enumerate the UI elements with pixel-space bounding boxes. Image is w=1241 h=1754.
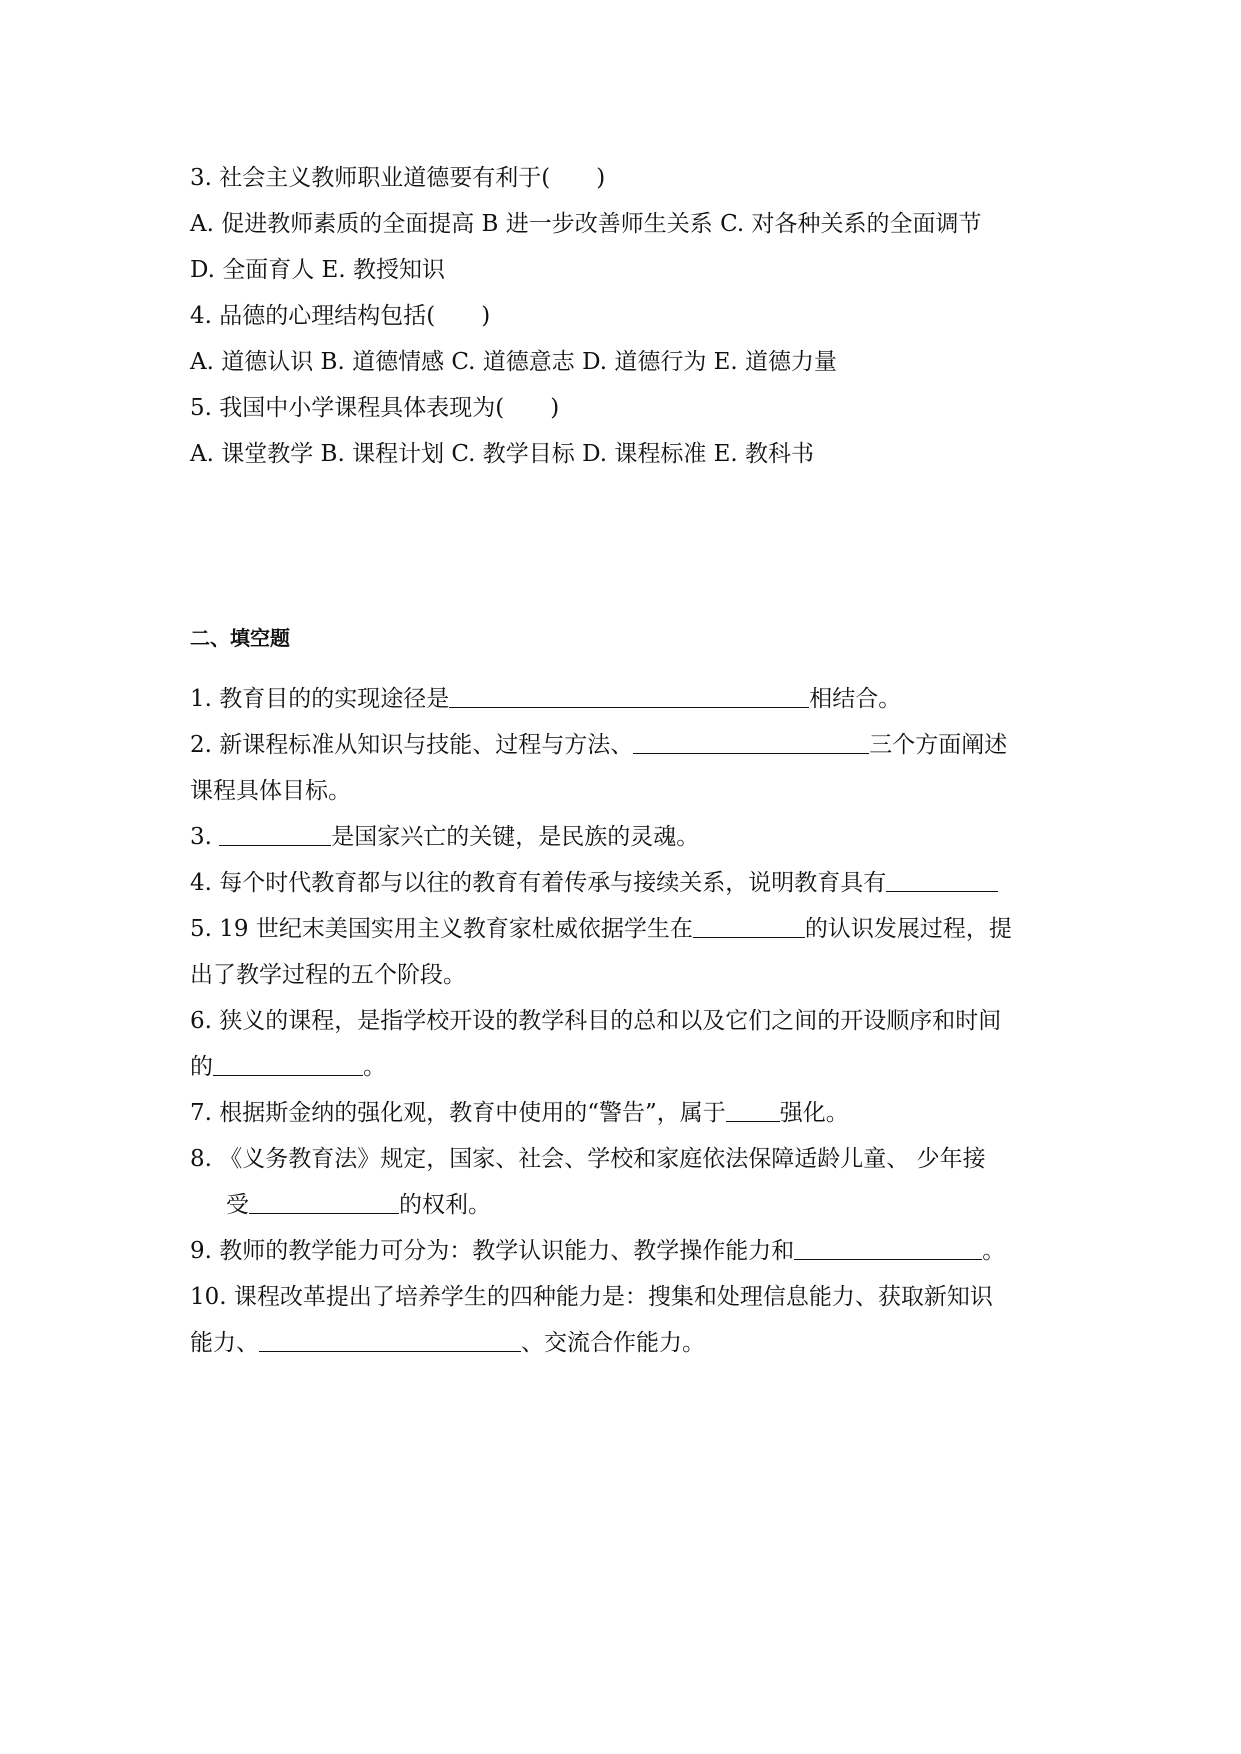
fill-in-question-6-text-after: 。 [363,1054,386,1080]
fill-in-question-4 [190,867,998,899]
fill-in-question-5-text-before: 5. 19 世纪末美国实用主义教育家杜威依据学生在 [190,916,693,942]
question-3-options-line-2: D. 全面育人 E. 教授知识 [190,257,445,283]
question-3-stem: 3. 社会主义教师职业道德要有利于( ) [190,165,606,191]
fill-in-question-6-text-before: 的 [190,1054,213,1080]
fill-in-question-2 [190,729,1007,761]
answer-blank [213,1051,363,1076]
fill-in-question-10 [190,1327,705,1359]
fill-in-question-10-text-before: 能力、 [190,1330,259,1356]
question-4-stem: 4. 品德的心理结构包括( ) [190,303,491,329]
question-3-options-line-1: A. 促进教师素质的全面提高 B 进一步改善师生关系 C. 对各种关系的全面调节 [190,211,982,237]
fill-in-question-10-line-1: 10. 课程改革提出了培养学生的四种能力是：搜集和处理信息能力、获取新知识 [190,1284,993,1310]
fill-in-question-5-text-after: 的认识发展过程，提 [804,916,1012,942]
answer-blank [794,1235,982,1260]
fill-in-question-8-line-1: 8. 《义务教育法》规定，国家、社会、学校和家庭依法保障适龄儿童、 少年接 [190,1146,986,1172]
fill-in-question-1-text-after: 相结合。 [809,686,902,712]
fill-in-question-5 [190,913,1012,945]
fill-in-question-7-text-before: 7. 根据斯金纳的强化观，教育中使用的“警告”，属于 [190,1100,726,1126]
fill-in-question-10-text-after: 、交流合作能力。 [521,1330,705,1356]
answer-blank [693,913,805,938]
fill-in-question-4-text-before: 4. 每个时代教育都与以往的教育有着传承与接续关系，说明教育具有 [190,870,887,896]
fill-in-question-6-line-1: 6. 狭义的课程，是指学校开设的教学科目的总和以及它们之间的开设顺序和时间 [190,1008,1002,1034]
fill-in-question-2-text-before: 2. 新课程标准从知识与技能、过程与方法、 [190,732,634,758]
fill-in-question-9-text-after: 。 [982,1238,1006,1264]
answer-blank [886,867,998,892]
fill-in-question-1-text-before: 1. 教育目的的实现途径是 [190,686,450,712]
answer-blank [449,683,809,708]
fill-in-question-6 [190,1051,386,1083]
question-5-options: A. 课堂教学 B. 课程计划 C. 教学目标 D. 课程标准 E. 教科书 [190,441,815,467]
answer-blank [259,1327,521,1352]
fill-in-question-8-text-before: 受 [226,1192,249,1218]
question-5-stem: 5. 我国中小学课程具体表现为( ) [190,395,560,421]
fill-in-question-5-line-2: 出了教学过程的五个阶段。 [190,962,466,988]
section-heading-fill-in: 二、填空题 [190,626,290,650]
fill-in-question-9 [190,1235,1005,1267]
fill-in-question-2-line-2: 课程具体目标。 [190,778,351,804]
fill-in-question-3-text-before: 3. [190,824,220,850]
fill-in-question-3 [190,821,699,853]
fill-in-question-8-text-after: 的权利。 [399,1192,491,1218]
answer-blank [249,1189,399,1214]
fill-in-question-2-text-after: 三个方面阐述 [869,732,1008,758]
answer-blank [633,729,869,754]
question-4-options: A. 道德认识 B. 道德情感 C. 道德意志 D. 道德行为 E. 道德力量 [190,349,838,375]
fill-in-question-1 [190,683,901,715]
fill-in-question-7 [190,1097,849,1129]
fill-in-question-3-text-after: 是国家兴亡的关键，是民族的灵魂。 [331,824,700,850]
answer-blank [219,821,331,846]
answer-blank [726,1097,780,1122]
fill-in-question-8 [226,1189,491,1221]
fill-in-question-9-text-before: 9. 教师的教学能力可分为：教学认识能力、教学操作能力和 [190,1238,795,1264]
fill-in-question-7-text-after: 强化。 [779,1100,849,1126]
